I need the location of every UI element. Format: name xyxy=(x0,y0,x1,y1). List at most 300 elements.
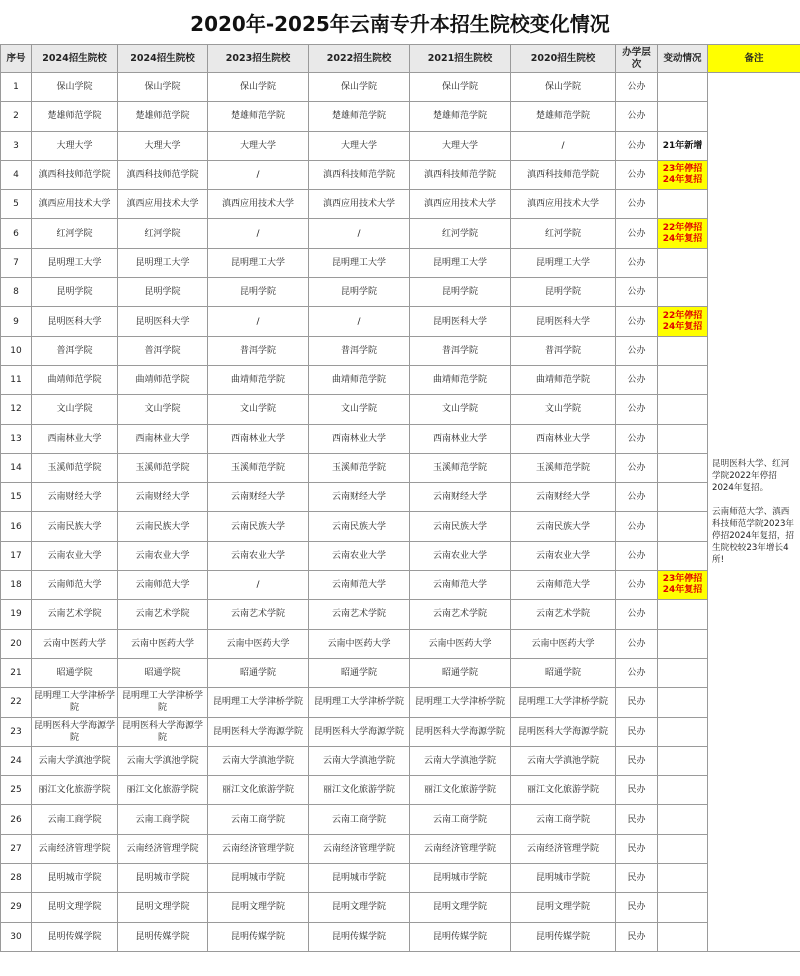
cell-2023: 云南农业大学 xyxy=(208,541,309,570)
cell-2020: 西南林业大学 xyxy=(511,424,616,453)
cell-2020: 昆明学院 xyxy=(511,278,616,307)
cell-no: 11 xyxy=(1,365,32,394)
cell-2023: 云南艺术学院 xyxy=(208,600,309,629)
cell-2023: 大理大学 xyxy=(208,131,309,160)
cell-level: 公办 xyxy=(616,629,658,658)
header-2023: 2023招生院校 xyxy=(208,45,309,73)
table-row xyxy=(1,453,800,482)
table-row xyxy=(1,248,800,277)
cell-2020: 丽江文化旅游学院 xyxy=(511,776,616,805)
table-row xyxy=(1,395,800,424)
cell-no: 6 xyxy=(1,219,32,248)
cell-no: 8 xyxy=(1,278,32,307)
cell-level: 公办 xyxy=(616,336,658,365)
cell-2024-b: 昆明理工大学津桥学院 xyxy=(118,688,208,717)
cell-2022: 昆明传媒学院 xyxy=(309,922,410,951)
cell-2020: 云南师范大学 xyxy=(511,571,616,600)
cell-2023: 普洱学院 xyxy=(208,336,309,365)
cell-no: 22 xyxy=(1,688,32,717)
table-body xyxy=(1,73,800,952)
cell-no: 27 xyxy=(1,834,32,863)
cell-2020: 昆明医科大学 xyxy=(511,307,616,336)
cell-2024-a: 昆明医科大学海源学院 xyxy=(32,717,118,746)
table-row xyxy=(1,922,800,951)
header-2021: 2021招生院校 xyxy=(410,45,511,73)
cell-no: 23 xyxy=(1,717,32,746)
cell-2020: 云南民族大学 xyxy=(511,512,616,541)
cell-2022: 玉溪师范学院 xyxy=(309,453,410,482)
cell-2024-b: 玉溪师范学院 xyxy=(118,453,208,482)
cell-2024-a: 滇西科技师范学院 xyxy=(32,160,118,189)
cell-2023: / xyxy=(208,307,309,336)
cell-change xyxy=(658,864,708,893)
cell-level: 公办 xyxy=(616,424,658,453)
cell-level: 民办 xyxy=(616,834,658,863)
cell-2024-a: 云南大学滇池学院 xyxy=(32,746,118,775)
header-level: 办学层次 xyxy=(616,45,658,73)
cell-2024-b: 云南师范大学 xyxy=(118,571,208,600)
cell-2021: 昆明文理学院 xyxy=(410,893,511,922)
cell-2023: 曲靖师范学院 xyxy=(208,365,309,394)
cell-2022: 文山学院 xyxy=(309,395,410,424)
cell-change: 23年停招 24年复招 xyxy=(658,571,708,600)
cell-2021: 曲靖师范学院 xyxy=(410,365,511,394)
cell-2024-a: 文山学院 xyxy=(32,395,118,424)
cell-2023: 西南林业大学 xyxy=(208,424,309,453)
cell-2024-a: 丽江文化旅游学院 xyxy=(32,776,118,805)
cell-no: 5 xyxy=(1,190,32,219)
cell-2021: 云南工商学院 xyxy=(410,805,511,834)
cell-2021: 云南民族大学 xyxy=(410,512,511,541)
cell-2021: 红河学院 xyxy=(410,219,511,248)
table-row xyxy=(1,629,800,658)
cell-2022: 保山学院 xyxy=(309,73,410,102)
cell-change xyxy=(658,688,708,717)
cell-no: 20 xyxy=(1,629,32,658)
cell-2020: 昆明理工大学津桥学院 xyxy=(511,688,616,717)
cell-2024-a: 楚雄师范学院 xyxy=(32,102,118,131)
cell-level: 公办 xyxy=(616,571,658,600)
cell-no: 17 xyxy=(1,541,32,570)
cell-2024-a: 云南中医药大学 xyxy=(32,629,118,658)
cell-2022: 大理大学 xyxy=(309,131,410,160)
cell-2024-a: 滇西应用技术大学 xyxy=(32,190,118,219)
cell-2024-b: 云南农业大学 xyxy=(118,541,208,570)
cell-change xyxy=(658,395,708,424)
cell-change: 21年新增 xyxy=(658,131,708,160)
cell-no: 26 xyxy=(1,805,32,834)
cell-2024-a: 红河学院 xyxy=(32,219,118,248)
table-row xyxy=(1,307,800,336)
cell-2022: 昆明理工大学 xyxy=(309,248,410,277)
cell-2023: 玉溪师范学院 xyxy=(208,453,309,482)
cell-change xyxy=(658,746,708,775)
cell-level: 民办 xyxy=(616,922,658,951)
cell-2023: 云南经济管理学院 xyxy=(208,834,309,863)
cell-2023: 昆明理工大学 xyxy=(208,248,309,277)
cell-2022: 云南经济管理学院 xyxy=(309,834,410,863)
cell-2024-b: 云南民族大学 xyxy=(118,512,208,541)
cell-2021: 玉溪师范学院 xyxy=(410,453,511,482)
cell-2023: 保山学院 xyxy=(208,73,309,102)
cell-2022: 昭通学院 xyxy=(309,658,410,687)
cell-level: 公办 xyxy=(616,131,658,160)
cell-2020: 昆明城市学院 xyxy=(511,864,616,893)
cell-change xyxy=(658,541,708,570)
cell-no: 28 xyxy=(1,864,32,893)
table-row xyxy=(1,365,800,394)
cell-2024-b: 昆明城市学院 xyxy=(118,864,208,893)
cell-2023: 昆明理工大学津桥学院 xyxy=(208,688,309,717)
cell-change xyxy=(658,483,708,512)
cell-2024-a: 昆明理工大学 xyxy=(32,248,118,277)
cell-level: 公办 xyxy=(616,73,658,102)
cell-2020: 云南经济管理学院 xyxy=(511,834,616,863)
cell-change xyxy=(658,629,708,658)
cell-2022: 云南工商学院 xyxy=(309,805,410,834)
cell-2021: 云南财经大学 xyxy=(410,483,511,512)
cell-2022: 云南财经大学 xyxy=(309,483,410,512)
cell-2022: 楚雄师范学院 xyxy=(309,102,410,131)
cell-2020: 昆明传媒学院 xyxy=(511,922,616,951)
cell-2021: 楚雄师范学院 xyxy=(410,102,511,131)
header-2020: 2020招生院校 xyxy=(511,45,616,73)
cell-2020: 云南农业大学 xyxy=(511,541,616,570)
cell-2022: 滇西科技师范学院 xyxy=(309,160,410,189)
table-row xyxy=(1,600,800,629)
cell-2020: 滇西科技师范学院 xyxy=(511,160,616,189)
table-row xyxy=(1,541,800,570)
cell-2020: / xyxy=(511,131,616,160)
cell-level: 公办 xyxy=(616,278,658,307)
cell-level: 公办 xyxy=(616,307,658,336)
cell-2023: 云南大学滇池学院 xyxy=(208,746,309,775)
table-row xyxy=(1,571,800,600)
cell-2023: 昭通学院 xyxy=(208,658,309,687)
cell-2022: 云南大学滇池学院 xyxy=(309,746,410,775)
cell-no: 4 xyxy=(1,160,32,189)
header-remark: 备注 xyxy=(708,45,800,73)
cell-2021: 昆明医科大学 xyxy=(410,307,511,336)
cell-2024-b: 大理大学 xyxy=(118,131,208,160)
cell-level: 公办 xyxy=(616,248,658,277)
cell-2023: 文山学院 xyxy=(208,395,309,424)
cell-2023: 昆明城市学院 xyxy=(208,864,309,893)
cell-2023: 昆明学院 xyxy=(208,278,309,307)
cell-2022: 滇西应用技术大学 xyxy=(309,190,410,219)
cell-2021: 昆明城市学院 xyxy=(410,864,511,893)
cell-2020: 云南中医药大学 xyxy=(511,629,616,658)
cell-change xyxy=(658,893,708,922)
cell-2021: 西南林业大学 xyxy=(410,424,511,453)
cell-no: 16 xyxy=(1,512,32,541)
cell-change xyxy=(658,600,708,629)
cell-change xyxy=(658,102,708,131)
cell-level: 公办 xyxy=(616,190,658,219)
cell-level: 公办 xyxy=(616,219,658,248)
table-row xyxy=(1,776,800,805)
cell-2021: 保山学院 xyxy=(410,73,511,102)
cell-2020: 云南大学滇池学院 xyxy=(511,746,616,775)
cell-2024-a: 普洱学院 xyxy=(32,336,118,365)
cell-2023: 昆明文理学院 xyxy=(208,893,309,922)
cell-2021: 丽江文化旅游学院 xyxy=(410,776,511,805)
cell-2020: 滇西应用技术大学 xyxy=(511,190,616,219)
cell-change: 23年停招 24年复招 xyxy=(658,160,708,189)
cell-2022: / xyxy=(309,219,410,248)
cell-2020: 云南艺术学院 xyxy=(511,600,616,629)
cell-change xyxy=(658,248,708,277)
table-row xyxy=(1,73,800,102)
table-row xyxy=(1,658,800,687)
cell-2024-a: 昆明城市学院 xyxy=(32,864,118,893)
cell-2022: 昆明医科大学海源学院 xyxy=(309,717,410,746)
cell-2024-b: 保山学院 xyxy=(118,73,208,102)
cell-2024-b: 云南大学滇池学院 xyxy=(118,746,208,775)
cell-2024-b: 昆明文理学院 xyxy=(118,893,208,922)
cell-2024-b: 云南工商学院 xyxy=(118,805,208,834)
table-row xyxy=(1,483,800,512)
cell-2022: 云南艺术学院 xyxy=(309,600,410,629)
cell-2024-a: 云南农业大学 xyxy=(32,541,118,570)
cell-2020: 云南财经大学 xyxy=(511,483,616,512)
cell-2020: 曲靖师范学院 xyxy=(511,365,616,394)
cell-change: 22年停招 24年复招 xyxy=(658,219,708,248)
cell-no: 15 xyxy=(1,483,32,512)
cell-2020: 昆明文理学院 xyxy=(511,893,616,922)
cell-2024-a: 云南师范大学 xyxy=(32,571,118,600)
cell-2024-a: 云南财经大学 xyxy=(32,483,118,512)
cell-2022: 丽江文化旅游学院 xyxy=(309,776,410,805)
cell-2024-b: 西南林业大学 xyxy=(118,424,208,453)
cell-level: 公办 xyxy=(616,600,658,629)
cell-no: 25 xyxy=(1,776,32,805)
cell-no: 30 xyxy=(1,922,32,951)
cell-no: 7 xyxy=(1,248,32,277)
cell-level: 公办 xyxy=(616,512,658,541)
cell-2021: 云南艺术学院 xyxy=(410,600,511,629)
cell-2023: 云南财经大学 xyxy=(208,483,309,512)
cell-2020: 云南工商学院 xyxy=(511,805,616,834)
table-row xyxy=(1,893,800,922)
cell-2024-a: 曲靖师范学院 xyxy=(32,365,118,394)
cell-change xyxy=(658,805,708,834)
cell-2024-a: 昆明传媒学院 xyxy=(32,922,118,951)
cell-no: 12 xyxy=(1,395,32,424)
cell-no: 2 xyxy=(1,102,32,131)
cell-2024-b: 云南中医药大学 xyxy=(118,629,208,658)
table-row xyxy=(1,336,800,365)
cell-2024-a: 玉溪师范学院 xyxy=(32,453,118,482)
cell-2023: / xyxy=(208,219,309,248)
header-2022: 2022招生院校 xyxy=(309,45,410,73)
cell-2021: 滇西科技师范学院 xyxy=(410,160,511,189)
cell-level: 民办 xyxy=(616,688,658,717)
header-2024-a: 2024招生院校 xyxy=(32,45,118,73)
cell-change xyxy=(658,834,708,863)
table-row xyxy=(1,131,800,160)
cell-2021: 普洱学院 xyxy=(410,336,511,365)
cell-2022: 云南民族大学 xyxy=(309,512,410,541)
cell-2024-b: 曲靖师范学院 xyxy=(118,365,208,394)
cell-2024-b: 昭通学院 xyxy=(118,658,208,687)
cell-level: 公办 xyxy=(616,658,658,687)
cell-2021: 云南中医药大学 xyxy=(410,629,511,658)
cell-2021: 昆明医科大学海源学院 xyxy=(410,717,511,746)
cell-no: 18 xyxy=(1,571,32,600)
table-row xyxy=(1,160,800,189)
cell-2020: 昆明理工大学 xyxy=(511,248,616,277)
cell-2024-b: 红河学院 xyxy=(118,219,208,248)
cell-level: 公办 xyxy=(616,453,658,482)
table-row xyxy=(1,512,800,541)
cell-level: 民办 xyxy=(616,864,658,893)
cell-no: 19 xyxy=(1,600,32,629)
cell-2024-a: 西南林业大学 xyxy=(32,424,118,453)
table-row xyxy=(1,834,800,863)
cell-no: 3 xyxy=(1,131,32,160)
cell-change xyxy=(658,424,708,453)
cell-2022: 昆明城市学院 xyxy=(309,864,410,893)
cell-2020: 玉溪师范学院 xyxy=(511,453,616,482)
table-row xyxy=(1,805,800,834)
cell-2023: 丽江文化旅游学院 xyxy=(208,776,309,805)
cell-level: 民办 xyxy=(616,776,658,805)
cell-2022: 云南农业大学 xyxy=(309,541,410,570)
cell-2023: 楚雄师范学院 xyxy=(208,102,309,131)
cell-no: 9 xyxy=(1,307,32,336)
cell-no: 14 xyxy=(1,453,32,482)
header-row xyxy=(1,45,800,73)
cell-2021: 大理大学 xyxy=(410,131,511,160)
table-row xyxy=(1,864,800,893)
cell-change xyxy=(658,776,708,805)
table-row xyxy=(1,219,800,248)
cell-level: 公办 xyxy=(616,541,658,570)
cell-2024-b: 文山学院 xyxy=(118,395,208,424)
colleges-table xyxy=(0,44,800,952)
cell-level: 民办 xyxy=(616,805,658,834)
cell-2020: 普洱学院 xyxy=(511,336,616,365)
table-row xyxy=(1,746,800,775)
cell-level: 民办 xyxy=(616,893,658,922)
cell-2023: 云南工商学院 xyxy=(208,805,309,834)
cell-2024-b: 楚雄师范学院 xyxy=(118,102,208,131)
table-row xyxy=(1,688,800,717)
cell-2024-b: 昆明传媒学院 xyxy=(118,922,208,951)
cell-2022: 西南林业大学 xyxy=(309,424,410,453)
cell-2024-b: 昆明医科大学 xyxy=(118,307,208,336)
table-row xyxy=(1,102,800,131)
cell-2024-a: 昆明医科大学 xyxy=(32,307,118,336)
table-row xyxy=(1,424,800,453)
cell-2023: 云南民族大学 xyxy=(208,512,309,541)
cell-level: 公办 xyxy=(616,102,658,131)
cell-2024-a: 昆明文理学院 xyxy=(32,893,118,922)
cell-change xyxy=(658,365,708,394)
cell-2024-b: 云南艺术学院 xyxy=(118,600,208,629)
cell-2022: 云南中医药大学 xyxy=(309,629,410,658)
cell-2024-b: 昆明学院 xyxy=(118,278,208,307)
cell-2024-b: 丽江文化旅游学院 xyxy=(118,776,208,805)
cell-no: 10 xyxy=(1,336,32,365)
cell-2024-a: 昭通学院 xyxy=(32,658,118,687)
cell-level: 公办 xyxy=(616,395,658,424)
cell-2022: 昆明学院 xyxy=(309,278,410,307)
cell-2023: / xyxy=(208,160,309,189)
cell-2024-a: 云南经济管理学院 xyxy=(32,834,118,863)
cell-2020: 昭通学院 xyxy=(511,658,616,687)
cell-2024-b: 昆明理工大学 xyxy=(118,248,208,277)
cell-2022: 普洱学院 xyxy=(309,336,410,365)
cell-2021: 昆明理工大学津桥学院 xyxy=(410,688,511,717)
cell-2024-a: 云南艺术学院 xyxy=(32,600,118,629)
cell-2021: 云南师范大学 xyxy=(410,571,511,600)
cell-level: 公办 xyxy=(616,365,658,394)
table-row xyxy=(1,278,800,307)
cell-2021: 云南大学滇池学院 xyxy=(410,746,511,775)
cell-2021: 昆明理工大学 xyxy=(410,248,511,277)
cell-level: 民办 xyxy=(616,746,658,775)
table-row xyxy=(1,190,800,219)
cell-2020: 保山学院 xyxy=(511,73,616,102)
cell-change xyxy=(658,336,708,365)
cell-2021: 文山学院 xyxy=(410,395,511,424)
cell-2022: / xyxy=(309,307,410,336)
cell-level: 民办 xyxy=(616,717,658,746)
cell-change xyxy=(658,717,708,746)
cell-2023: 滇西应用技术大学 xyxy=(208,190,309,219)
cell-2024-a: 云南民族大学 xyxy=(32,512,118,541)
cell-2024-b: 滇西科技师范学院 xyxy=(118,160,208,189)
cell-2024-a: 保山学院 xyxy=(32,73,118,102)
cell-change xyxy=(658,190,708,219)
table-row xyxy=(1,717,800,746)
cell-change: 22年停招 24年复招 xyxy=(658,307,708,336)
cell-2022: 昆明理工大学津桥学院 xyxy=(309,688,410,717)
cell-2023: 昆明传媒学院 xyxy=(208,922,309,951)
cell-2020: 楚雄师范学院 xyxy=(511,102,616,131)
cell-2024-a: 昆明学院 xyxy=(32,278,118,307)
cell-2024-b: 云南经济管理学院 xyxy=(118,834,208,863)
cell-level: 公办 xyxy=(616,483,658,512)
page-title: 2020年-2025年云南专升本招生院校变化情况 xyxy=(0,0,800,45)
cell-2020: 昆明医科大学海源学院 xyxy=(511,717,616,746)
cell-change xyxy=(658,922,708,951)
cell-2024-b: 昆明医科大学海源学院 xyxy=(118,717,208,746)
cell-level: 公办 xyxy=(616,160,658,189)
cell-no: 1 xyxy=(1,73,32,102)
cell-2021: 云南经济管理学院 xyxy=(410,834,511,863)
cell-2020: 文山学院 xyxy=(511,395,616,424)
cell-2024-b: 云南财经大学 xyxy=(118,483,208,512)
remark-note: 昆明医科大学、红河学院2022年停招2024年复招。 云南师范大学、滇西科技师范学院2023年停招2024年复招，招生院校较23年增长4所! xyxy=(708,73,800,952)
cell-2021: 云南农业大学 xyxy=(410,541,511,570)
header-no: 序号 xyxy=(1,45,32,73)
cell-2024-a: 昆明理工大学津桥学院 xyxy=(32,688,118,717)
cell-no: 21 xyxy=(1,658,32,687)
cell-2024-a: 大理大学 xyxy=(32,131,118,160)
cell-change xyxy=(658,73,708,102)
cell-2024-b: 滇西应用技术大学 xyxy=(118,190,208,219)
header-2024-b: 2024招生院校 xyxy=(118,45,208,73)
cell-change xyxy=(658,512,708,541)
cell-change xyxy=(658,278,708,307)
cell-2022: 曲靖师范学院 xyxy=(309,365,410,394)
cell-2024-a: 云南工商学院 xyxy=(32,805,118,834)
cell-no: 29 xyxy=(1,893,32,922)
cell-no: 24 xyxy=(1,746,32,775)
